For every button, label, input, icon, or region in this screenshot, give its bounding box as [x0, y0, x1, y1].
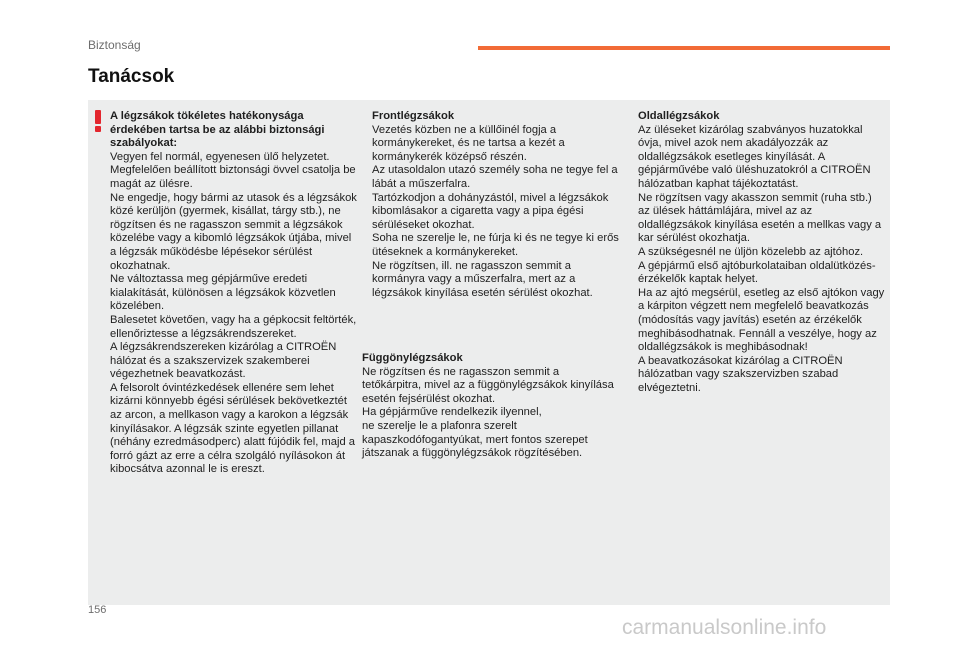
side-airbags-column	[638, 110, 886, 395]
safety-rules-heading: A légzsákok tökéletes hatékonysága érdekében tartsa be az alábbi biztonsági szabályokat:	[110, 110, 325, 150]
curtain-airbags-column	[362, 352, 617, 461]
page-title: Tanácsok	[88, 66, 175, 87]
section-label: Biztonság	[88, 38, 141, 52]
accent-bar	[478, 46, 890, 50]
page-number: 156	[88, 604, 107, 616]
safety-rules-column	[110, 110, 360, 477]
side-airbags-heading: Oldallégzsákok	[638, 110, 720, 122]
exclamation-warning-icon	[93, 110, 103, 132]
curtain-airbags-heading: Függönylégzsákok	[362, 352, 463, 364]
front-airbags-text: Vezetés közben ne a küllőinél fogja a kormánykereket, és ne tartsa a kezét a kormánykerék középső részén. Az utasoldalon utazó személy soha ne tegye fel a lábát a műszerfalra. Tartózkodjon a dohányzástól, mivel a légzsákok kibomlásakor a cigaretta vagy a pipa égési sérüléseket okozhat. Soha ne szerelje le, ne fúrja ki és ne tegye ki erős ütéseknek a kormánykereket. Ne rögzítsen, ill. ne ragasszon semmit a kormányra vagy a műszerfalra, mert az a légzsákok kinyílása esetén sérülést okozhat.	[372, 123, 619, 299]
side-airbags-text: Az üléseket kizárólag szabványos huzatokkal óvja, mivel azok nem akadályozzák az oldallégzsákok esetleges kinyílását. A gépjárművébe való üléshuzatokról a CITROËN hálózatban kaphat tájékoztatást. Ne rögzítsen vagy akasszon semmit (ruha stb.) az ülések háttámlájára, mivel az az oldallégzsákok kinyílása esetén a mellkas vagy a kar sérülést okozhatja. A szükségesnél ne üljön közelebb az ajtóhoz. A gépjármű első ajtóburkolataiban oldalütközés-érzékelők kaptak helyet. Ha az ajtó megsérül, esetleg az első ajtókon vagy a kárpiton végzett nem megfelelő beavatkozás (módosítás vagy javítás) esetén az érzékelők meghibásodhatnak. Fennáll a veszélye, hogy az oldallégzsákok is meghibásodnak! A beavatkozásokat kizárólag a CITROËN hálózatban vagy szakszervizben szabad elvégeztetni.	[638, 123, 885, 394]
safety-rules-text: Vegyen fel normál, egyenesen ülő helyzetet. Megfelelően beállított biztonsági övvel csatolja be magát az ülésre. Ne engedje, hogy bármi az utasok és a légzsákok közé kerüljön (gyermek, kisállat, tárgy stb.), ne rögzítsen és ne ragasszon semmit a légzsákok közelébe vagy a kibomló légzsákok útjába, mivel a légzsák működésbe lépésekor sérülést okozhatnak. Ne változtassa meg gépjárműve eredeti kialakítását, különösen a légzsákok közvetlen közelében. Balesetet követően, vagy ha a gépkocsit feltörték, ellenőriztesse a légzsákrendszereket. A légzsákrendszereken kizárólag a CITROËN hálózat és a szakszervizek szakemberei végezhetnek beavatkozást. A felsorolt óvintézkedések ellenére sem lehet kizárni könnyebb égési sérülések bekövetkeztét az arcon, a mellkason vagy a karokon a légzsák kinyílásakor. A légzsák szinte egyetlen pillanat (néhány ezredmásodperc) alatt fújódik fel, majd a forró gázt az erre a célra szolgáló nyílásokon át kibocsátva azonnal le is ereszt.	[110, 150, 357, 476]
curtain-airbags-text: Ne rögzítsen és ne ragasszon semmit a tetőkárpitra, mivel az a függönylégzsákok kinyílása esetén fejsérülést okozhat. Ha gépjárműve rendelkezik ilyennel, ne szerelje le a plafonra szerelt kapaszkodófogantyúkat, mert fontos szerepet játszanak a függönylégzsákok rögzítésében.	[362, 365, 614, 460]
front-airbags-heading: Frontlégzsákok	[372, 110, 455, 122]
front-airbags-column	[372, 110, 622, 300]
watermark: carmanualsonline.info	[622, 616, 827, 639]
